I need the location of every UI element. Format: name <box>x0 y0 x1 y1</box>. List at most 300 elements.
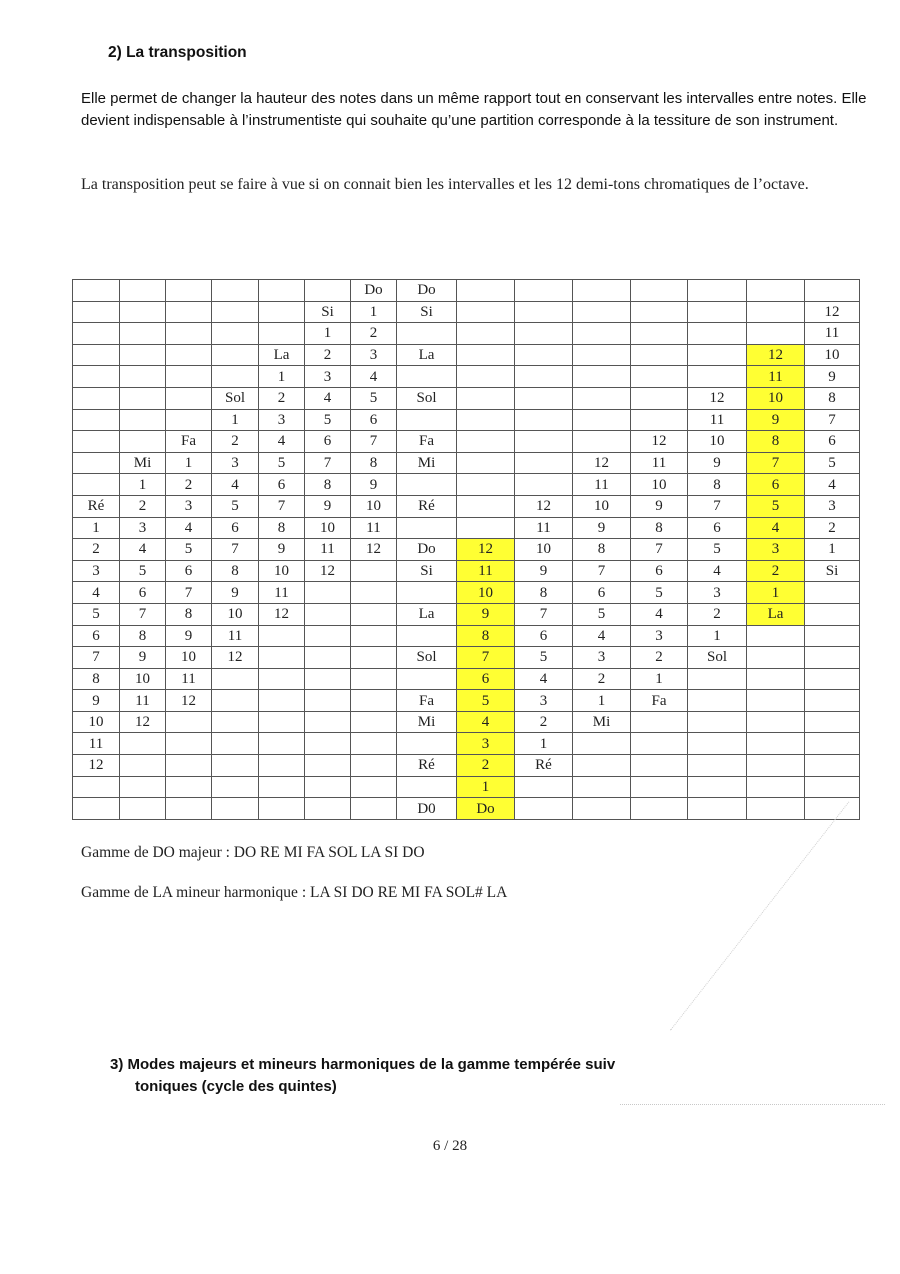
table-cell: 4 <box>351 366 397 388</box>
table-cell: 7 <box>120 603 166 625</box>
table-cell <box>259 798 305 820</box>
table-cell: 8 <box>457 625 515 647</box>
table-cell <box>805 603 860 625</box>
table-cell: 6 <box>120 582 166 604</box>
table-cell <box>631 733 688 755</box>
table-cell <box>515 776 573 798</box>
table-cell <box>305 647 351 669</box>
table-cell <box>688 755 747 777</box>
table-cell <box>747 711 805 733</box>
table-cell: 1 <box>688 625 747 647</box>
table-cell: Do <box>457 798 515 820</box>
table-cell: 2 <box>457 755 515 777</box>
table-cell: 2 <box>515 711 573 733</box>
table-cell <box>688 733 747 755</box>
table-cell <box>688 366 747 388</box>
table-cell <box>73 776 120 798</box>
table-cell <box>515 474 573 496</box>
table-cell <box>573 733 631 755</box>
table-cell: Ré <box>397 755 457 777</box>
table-cell: 10 <box>305 517 351 539</box>
table-cell: 2 <box>305 344 351 366</box>
table-cell <box>351 668 397 690</box>
table-cell: La <box>747 603 805 625</box>
table-cell <box>259 647 305 669</box>
table-cell <box>73 387 120 409</box>
table-cell <box>515 798 573 820</box>
table-cell: 8 <box>120 625 166 647</box>
table-cell <box>457 366 515 388</box>
table-cell <box>747 301 805 323</box>
table-cell: Mi <box>397 711 457 733</box>
table-cell <box>805 280 860 302</box>
table-cell: 10 <box>457 582 515 604</box>
table-cell <box>397 474 457 496</box>
table-cell: 12 <box>351 539 397 561</box>
table-cell: 11 <box>515 517 573 539</box>
table-cell <box>805 625 860 647</box>
table-cell <box>457 387 515 409</box>
table-cell <box>747 323 805 345</box>
table-cell <box>457 301 515 323</box>
table-cell <box>120 387 166 409</box>
table-cell: 3 <box>351 344 397 366</box>
table-cell <box>457 495 515 517</box>
table-cell <box>305 733 351 755</box>
page-number: 6 / 28 <box>432 1138 468 1154</box>
table-row <box>73 603 860 625</box>
table-cell <box>631 776 688 798</box>
table-cell: Do <box>351 280 397 302</box>
table-cell <box>747 625 805 647</box>
table-cell <box>515 344 573 366</box>
table-cell: Si <box>397 301 457 323</box>
table-cell: 12 <box>631 431 688 453</box>
table-cell <box>805 690 860 712</box>
table-cell: 10 <box>573 495 631 517</box>
table-cell: 8 <box>747 431 805 453</box>
table-cell: 11 <box>259 582 305 604</box>
table-cell: 3 <box>688 582 747 604</box>
table-cell <box>259 280 305 302</box>
table-row <box>73 431 860 453</box>
table-cell <box>351 711 397 733</box>
table-cell: 4 <box>212 474 259 496</box>
table-cell <box>166 711 212 733</box>
table-cell <box>688 798 747 820</box>
table-cell <box>573 323 631 345</box>
table-cell <box>259 711 305 733</box>
table-cell: 1 <box>305 323 351 345</box>
table-cell: 7 <box>631 539 688 561</box>
table-cell <box>457 474 515 496</box>
table-cell <box>120 798 166 820</box>
table-cell <box>351 603 397 625</box>
table-cell: 1 <box>457 776 515 798</box>
table-cell <box>120 366 166 388</box>
table-cell <box>351 690 397 712</box>
table-cell: La <box>259 344 305 366</box>
table-cell: D0 <box>397 798 457 820</box>
table-cell: 5 <box>73 603 120 625</box>
table-cell <box>397 409 457 431</box>
table-cell <box>515 323 573 345</box>
table-cell: 12 <box>120 711 166 733</box>
table-cell <box>212 776 259 798</box>
table-cell <box>259 323 305 345</box>
table-cell: Sol <box>397 647 457 669</box>
table-cell <box>73 301 120 323</box>
table-row <box>73 474 860 496</box>
table-cell: 9 <box>120 647 166 669</box>
table-cell: 2 <box>73 539 120 561</box>
table-cell <box>259 625 305 647</box>
table-cell <box>688 344 747 366</box>
table-cell: 6 <box>73 625 120 647</box>
table-cell <box>805 582 860 604</box>
transposition-table <box>72 279 860 820</box>
table-cell: 3 <box>73 560 120 582</box>
table-cell: 11 <box>631 452 688 474</box>
table-cell: 12 <box>212 647 259 669</box>
table-cell: Do <box>397 539 457 561</box>
table-cell: 1 <box>120 474 166 496</box>
table-cell: 3 <box>259 409 305 431</box>
table-cell <box>120 344 166 366</box>
table-cell <box>73 323 120 345</box>
table-cell <box>73 452 120 474</box>
table-cell: 7 <box>212 539 259 561</box>
table-cell <box>805 711 860 733</box>
table-cell: 9 <box>305 495 351 517</box>
table-cell <box>305 690 351 712</box>
table-cell: 10 <box>212 603 259 625</box>
table-cell: 4 <box>457 711 515 733</box>
table-cell <box>305 582 351 604</box>
table-cell: 3 <box>166 495 212 517</box>
table-cell <box>805 647 860 669</box>
table-cell: Sol <box>397 387 457 409</box>
section-3-title <box>110 1054 670 1098</box>
table-row <box>73 495 860 517</box>
dotted-line-decoration <box>620 1104 885 1105</box>
table-cell: 6 <box>212 517 259 539</box>
table-cell: 7 <box>688 495 747 517</box>
table-cell <box>120 409 166 431</box>
table-cell: 9 <box>166 625 212 647</box>
table-cell <box>515 366 573 388</box>
table-cell <box>212 366 259 388</box>
table-cell: 12 <box>457 539 515 561</box>
table-cell: 9 <box>747 409 805 431</box>
table-cell <box>515 431 573 453</box>
table-cell: 8 <box>631 517 688 539</box>
table-cell <box>805 798 860 820</box>
table-cell <box>212 733 259 755</box>
table-cell: 10 <box>166 647 212 669</box>
table-cell: 7 <box>573 560 631 582</box>
transposition-paragraph-2: La transposition peut se faire à vue si on connait bien les intervalles et les 12 demi-tons chromatiques de l’octave. <box>81 176 809 193</box>
table-cell <box>747 280 805 302</box>
table-cell <box>688 323 747 345</box>
table-cell <box>688 711 747 733</box>
table-cell: 2 <box>573 668 631 690</box>
table-cell <box>73 409 120 431</box>
table-cell: 4 <box>305 387 351 409</box>
table-cell: 1 <box>805 539 860 561</box>
table-cell <box>259 733 305 755</box>
table-cell <box>259 301 305 323</box>
table-cell: 6 <box>631 560 688 582</box>
table-row <box>73 409 860 431</box>
table-row <box>73 798 860 820</box>
table-cell: 2 <box>805 517 860 539</box>
section-3-title-line-1: 3) Modes majeurs et mineurs harmoniques de la gamme tempérée suiv <box>110 1056 616 1073</box>
table-cell: 9 <box>688 452 747 474</box>
table-cell <box>688 280 747 302</box>
table-cell: Mi <box>397 452 457 474</box>
table-cell <box>573 798 631 820</box>
table-cell: 10 <box>259 560 305 582</box>
table-cell: Fa <box>397 431 457 453</box>
table-cell <box>747 647 805 669</box>
table-cell <box>259 755 305 777</box>
table-cell: 3 <box>573 647 631 669</box>
table-cell: 6 <box>259 474 305 496</box>
table-cell <box>573 344 631 366</box>
table-cell <box>397 733 457 755</box>
table-cell: 5 <box>351 387 397 409</box>
table-cell <box>457 409 515 431</box>
table-cell <box>573 431 631 453</box>
table-cell <box>212 280 259 302</box>
table-cell <box>212 301 259 323</box>
table-cell <box>747 798 805 820</box>
table-cell <box>305 625 351 647</box>
table-cell: Fa <box>397 690 457 712</box>
table-cell: 2 <box>166 474 212 496</box>
table-cell <box>166 409 212 431</box>
table-cell <box>457 517 515 539</box>
table-cell <box>515 452 573 474</box>
table-cell <box>305 755 351 777</box>
table-cell: 10 <box>351 495 397 517</box>
table-cell <box>573 776 631 798</box>
table-cell: 5 <box>457 690 515 712</box>
table-cell: 8 <box>688 474 747 496</box>
table-row <box>73 539 860 561</box>
table-cell <box>457 452 515 474</box>
table-cell <box>805 733 860 755</box>
table-row <box>73 560 860 582</box>
table-cell: 1 <box>573 690 631 712</box>
table-cell <box>73 431 120 453</box>
gamme-la-mineur-harmonique: Gamme de LA mineur harmonique : LA SI DO RE MI FA SOL# LA <box>81 884 508 901</box>
table-cell: La <box>397 603 457 625</box>
table-cell: 6 <box>457 668 515 690</box>
table-cell <box>73 344 120 366</box>
table-cell <box>212 711 259 733</box>
table-cell <box>397 625 457 647</box>
table-cell: 8 <box>212 560 259 582</box>
table-cell <box>747 776 805 798</box>
table-row <box>73 582 860 604</box>
table-cell <box>351 582 397 604</box>
table-cell: Ré <box>515 755 573 777</box>
table-cell: 8 <box>166 603 212 625</box>
table-cell <box>573 755 631 777</box>
table-cell: 5 <box>631 582 688 604</box>
table-cell: 9 <box>515 560 573 582</box>
table-cell <box>457 344 515 366</box>
table-cell: 12 <box>166 690 212 712</box>
table-cell <box>166 344 212 366</box>
table-cell: La <box>397 344 457 366</box>
table-cell <box>120 431 166 453</box>
table-cell <box>688 301 747 323</box>
table-cell: 1 <box>212 409 259 431</box>
table-row <box>73 517 860 539</box>
table-cell <box>573 280 631 302</box>
table-cell: 12 <box>259 603 305 625</box>
table-cell: 4 <box>120 539 166 561</box>
table-cell: 3 <box>747 539 805 561</box>
table-cell <box>457 431 515 453</box>
table-cell <box>351 755 397 777</box>
table-cell: 4 <box>259 431 305 453</box>
table-cell: 9 <box>259 539 305 561</box>
table-cell: Sol <box>688 647 747 669</box>
table-cell <box>351 798 397 820</box>
table-cell <box>305 603 351 625</box>
table-cell: 3 <box>515 690 573 712</box>
table-cell: 3 <box>805 495 860 517</box>
table-cell <box>259 668 305 690</box>
table-cell <box>120 755 166 777</box>
table-cell <box>631 755 688 777</box>
table-cell: 5 <box>805 452 860 474</box>
table-cell <box>166 776 212 798</box>
section-2-title: 2) La transposition <box>108 44 247 61</box>
table-row <box>73 733 860 755</box>
table-cell: 9 <box>457 603 515 625</box>
table-cell: 3 <box>212 452 259 474</box>
table-cell <box>166 280 212 302</box>
table-cell <box>805 776 860 798</box>
table-cell: 4 <box>515 668 573 690</box>
table-cell <box>166 387 212 409</box>
table-cell: 5 <box>166 539 212 561</box>
table-cell: 6 <box>166 560 212 582</box>
table-cell <box>351 647 397 669</box>
table-cell: 1 <box>259 366 305 388</box>
table-cell <box>397 323 457 345</box>
table-cell <box>120 301 166 323</box>
table-cell <box>351 560 397 582</box>
table-cell: 10 <box>805 344 860 366</box>
table-cell: 10 <box>747 387 805 409</box>
table-cell <box>631 711 688 733</box>
table-cell <box>305 280 351 302</box>
table-cell <box>166 301 212 323</box>
table-cell: 8 <box>259 517 305 539</box>
table-cell: 1 <box>515 733 573 755</box>
table-cell: 1 <box>166 452 212 474</box>
table-cell <box>212 344 259 366</box>
table-cell <box>397 582 457 604</box>
table-cell: 6 <box>573 582 631 604</box>
table-cell: 5 <box>515 647 573 669</box>
table-cell <box>573 387 631 409</box>
table-cell: Fa <box>166 431 212 453</box>
table-cell <box>212 798 259 820</box>
table-cell: Mi <box>120 452 166 474</box>
table-cell: 3 <box>305 366 351 388</box>
table-cell: Si <box>805 560 860 582</box>
table-cell: 7 <box>166 582 212 604</box>
table-cell: 9 <box>212 582 259 604</box>
table-cell: 6 <box>688 517 747 539</box>
table-cell <box>397 668 457 690</box>
table-cell <box>259 690 305 712</box>
table-row <box>73 668 860 690</box>
table-cell <box>259 776 305 798</box>
table-cell <box>73 474 120 496</box>
table-cell <box>212 323 259 345</box>
table-cell <box>747 668 805 690</box>
table-cell: 1 <box>351 301 397 323</box>
table-row <box>73 366 860 388</box>
table-cell: 11 <box>688 409 747 431</box>
table-cell: 9 <box>805 366 860 388</box>
table-cell: 9 <box>631 495 688 517</box>
table-cell: 11 <box>351 517 397 539</box>
table-cell <box>805 755 860 777</box>
table-cell <box>351 625 397 647</box>
table-cell: 4 <box>688 560 747 582</box>
table-cell: Ré <box>73 495 120 517</box>
table-cell <box>120 733 166 755</box>
table-cell: 8 <box>305 474 351 496</box>
table-cell <box>631 366 688 388</box>
table-cell <box>73 366 120 388</box>
table-cell: 7 <box>73 647 120 669</box>
gamme-do-majeur: Gamme de DO majeur : DO RE MI FA SOL LA SI DO <box>81 844 425 861</box>
table-row <box>73 625 860 647</box>
table-cell: 12 <box>515 495 573 517</box>
table-row <box>73 776 860 798</box>
table-cell: 5 <box>212 495 259 517</box>
table-cell <box>166 798 212 820</box>
table-cell: 5 <box>259 452 305 474</box>
table-cell: 6 <box>351 409 397 431</box>
table-cell <box>805 668 860 690</box>
table-cell <box>688 776 747 798</box>
table-cell: Si <box>397 560 457 582</box>
table-cell: 3 <box>457 733 515 755</box>
table-cell <box>212 690 259 712</box>
table-row <box>73 755 860 777</box>
table-cell: Do <box>397 280 457 302</box>
table-cell <box>212 755 259 777</box>
table-cell: 2 <box>120 495 166 517</box>
table-row <box>73 387 860 409</box>
table-cell: 7 <box>457 647 515 669</box>
dotted-diagonal-decoration <box>670 801 849 1030</box>
table-cell: 11 <box>120 690 166 712</box>
table-cell: 8 <box>73 668 120 690</box>
table-cell <box>515 301 573 323</box>
